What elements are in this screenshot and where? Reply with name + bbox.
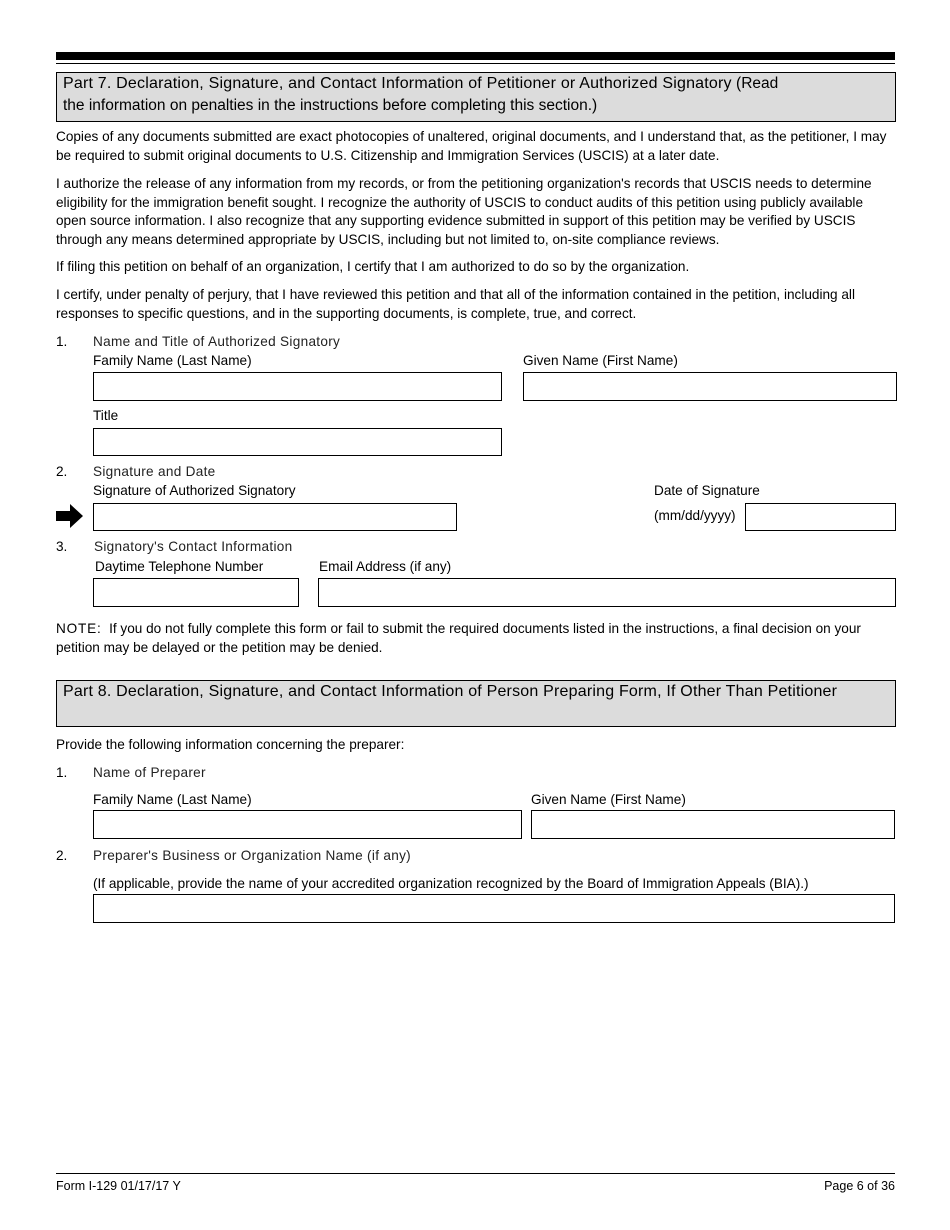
preparer-family-name-input[interactable] xyxy=(93,810,522,839)
part7-family-name-label: Family Name (Last Name) xyxy=(93,353,252,368)
date-format-hint: (mm/dd/yyyy) xyxy=(654,508,736,523)
preparer-given-name-input[interactable] xyxy=(531,810,895,839)
part8-q2-number: 2. xyxy=(56,848,68,863)
part7-family-name-input[interactable] xyxy=(93,372,502,401)
part7-heading-instructions: the information on penalties in the instructions before completing this section.) xyxy=(63,97,598,114)
part8-intro: Provide the following information concerning the preparer: xyxy=(56,737,405,752)
part7-q3-label: Signatory's Contact Information xyxy=(94,539,293,554)
page-number: Page 6 of 36 xyxy=(824,1179,895,1193)
bia-hint: (If applicable, provide the name of your accredited organization recognized by the Board of Immigration Appeals (BIA).) xyxy=(93,876,809,891)
top-thin-rule xyxy=(56,63,895,64)
note-paragraph xyxy=(56,620,896,657)
date-of-signature-label: Date of Signature xyxy=(654,483,760,498)
signature-label: Signature of Authorized Signatory xyxy=(93,483,296,498)
part7-heading-read: (Read xyxy=(731,75,779,92)
part7-q2-label: Signature and Date xyxy=(93,464,216,479)
part7-given-name-input[interactable] xyxy=(523,372,897,401)
date-of-signature-input[interactable] xyxy=(745,503,896,531)
preparer-family-name-label: Family Name (Last Name) xyxy=(93,792,252,807)
note-text: If you do not fully complete this form or fail to submit the required documents listed in the instructions, a final decision on your petition may be delayed or the petition may be denied. xyxy=(56,621,865,655)
part7-q3-number: 3. xyxy=(56,539,68,554)
form-id: Form I-129 01/17/17 Y xyxy=(56,1179,181,1193)
part7-para-certify: I certify, under penalty of perjury, that I have reviewed this petition and that all of the information contained in the petition, including all responses to specific questions, and in the supporting documents, is complete, true, and correct. xyxy=(56,287,855,321)
preparer-given-name-label: Given Name (First Name) xyxy=(531,792,686,807)
part7-title-input[interactable] xyxy=(93,428,502,456)
part8-heading: Part 8. Declaration, Signature, and Contact Information of Person Preparing Form, If Other Than Petitioner xyxy=(56,680,896,727)
part8-q1-label: Name of Preparer xyxy=(93,765,206,780)
part7-given-name-label: Given Name (First Name) xyxy=(523,353,678,368)
daytime-phone-input[interactable] xyxy=(93,578,299,607)
part7-q1-label: Name and Title of Authorized Signatory xyxy=(93,334,341,349)
part7-q1-number: 1. xyxy=(56,334,68,349)
part7-q2-number: 2. xyxy=(56,464,68,479)
part7-heading-title: Part 7. Declaration, Signature, and Contact Information of Petitioner or Authorized Signatory xyxy=(63,75,732,92)
email-address-input[interactable] xyxy=(318,578,896,607)
part8-q1-number: 1. xyxy=(56,765,68,780)
right-arrow-icon xyxy=(56,503,86,529)
part7-para-authorize: I authorize the release of any information from my records, or from the petitioning organization's records that USCIS needs to determine eligibility for the immigration benefit sought. I recognize the authority of USCIS to conduct audits of this petition using publicly available open source information. I also recognize that any supporting evidence submitted in support of this petition may be verified by USCIS through any means determined appropriate by USCIS, including but not limited to, on-site compliance reviews. xyxy=(56,176,872,247)
footer-rule xyxy=(56,1173,895,1174)
daytime-phone-label: Daytime Telephone Number xyxy=(95,559,264,574)
part7-para-copies: Copies of any documents submitted are exact photocopies of unaltered, original documents, and I understand that, as the petitioner, I may be required to submit original documents to U.S. Citizenship and Immigration Services (USCIS) at a later date. xyxy=(56,129,887,163)
note-label: NOTE: xyxy=(56,621,102,636)
part7-title-label: Title xyxy=(93,408,119,423)
email-address-label: Email Address (if any) xyxy=(319,559,452,574)
signature-input[interactable] xyxy=(93,503,457,531)
part7-heading xyxy=(56,72,896,122)
top-thick-rule xyxy=(56,52,895,60)
preparer-organization-input[interactable] xyxy=(93,894,895,923)
part8-q2-label: Preparer's Business or Organization Name (if any) xyxy=(93,848,411,863)
part7-para-organization: If filing this petition on behalf of an organization, I certify that I am authorized to do so by the organization. xyxy=(56,259,690,274)
